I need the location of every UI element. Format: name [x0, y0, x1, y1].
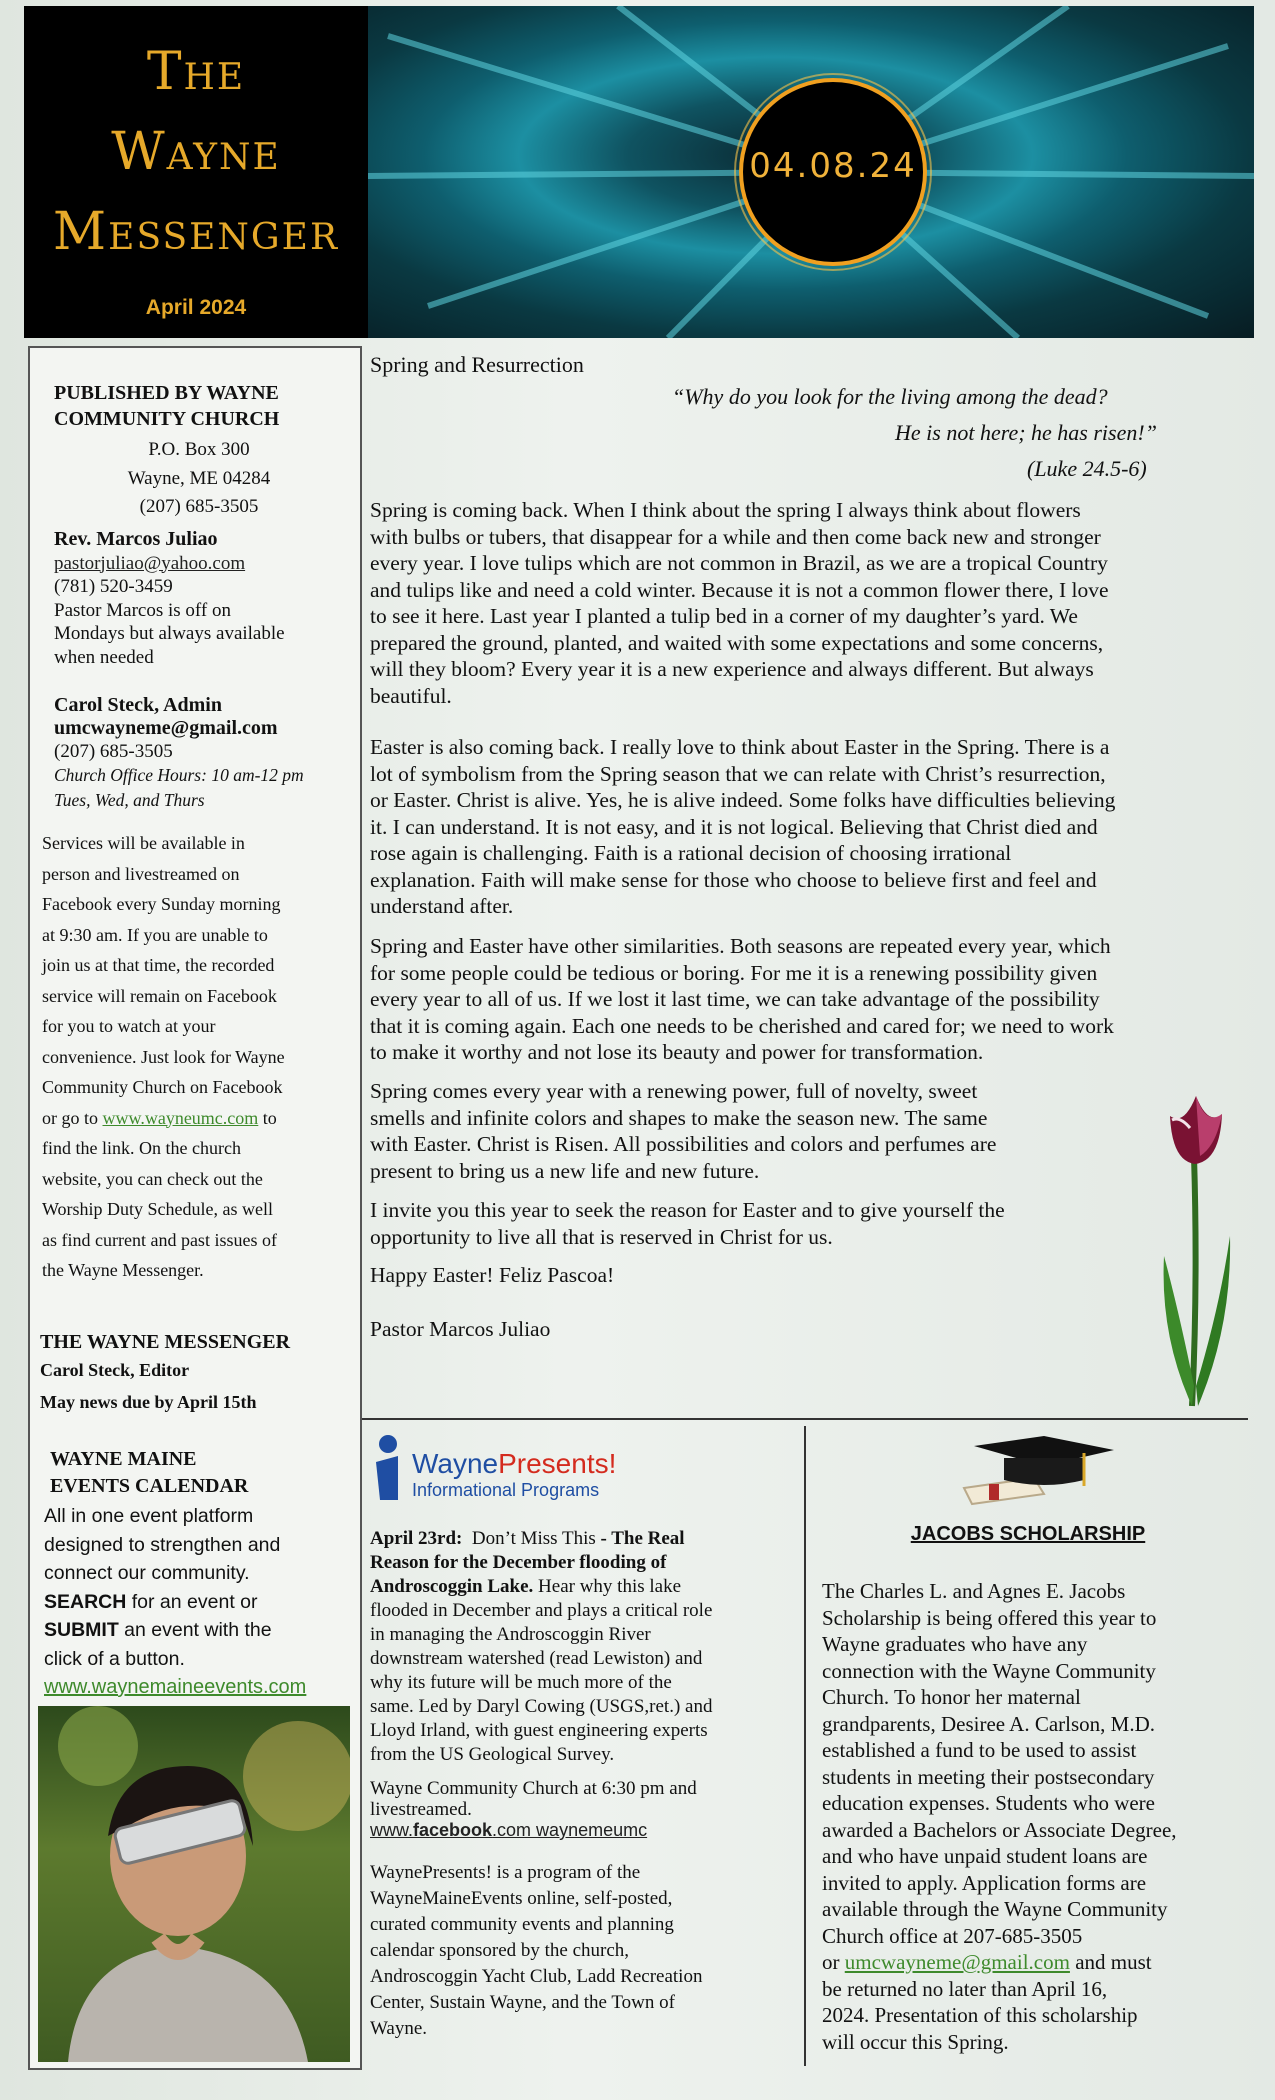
logo-wayne: Wayne [412, 1448, 499, 1479]
event-description [370, 1527, 788, 1767]
event-text: Lloyd Irland, with guest engineering experts [370, 1720, 708, 1741]
article-line: for some people could be tedious or boring. For me it is a renewing possibility given [370, 960, 1098, 985]
scholarship-line: The Charles L. and Agnes E. Jacobs [822, 1579, 1126, 1603]
event-text: flooded in December and plays a critical role [370, 1600, 713, 1621]
admin-phone: (207) 685-3505 [54, 741, 173, 762]
scholarship-line: Church office at 207-685-3505 [822, 1923, 1083, 1948]
logo-wordmark [412, 1448, 616, 1480]
article-line: will they bloom? Every year it is a new experience and always different. But always [370, 657, 1094, 681]
newsletter-title [24, 32, 368, 272]
child-eclipse-illustration [38, 1706, 350, 2062]
article-line: Easter is also coming back. I really love to think about Easter in the Spring. There is a [370, 735, 1110, 759]
event-title-part: Reason for the December flooding of [370, 1552, 667, 1573]
services-line: Services will be available in [42, 833, 245, 853]
article-line: lot of symbolism from the Spring season that we can relate with Christ’s resurrection, [370, 761, 1106, 786]
scholarship-body [822, 1578, 1247, 2055]
scholarship-line: Wayne graduates who have any [822, 1632, 1088, 1656]
pastor-phone: (781) 520-3459 [54, 576, 173, 597]
about-line: curated community events and planning [370, 1914, 674, 1935]
scholarship-line: connection with the Wayne Community [822, 1658, 1156, 1683]
office-hours: Church Office Hours: 10 am-12 pm [54, 765, 304, 785]
church-phone: (207) 685-3505 [139, 496, 259, 517]
services-text: to [262, 1107, 277, 1128]
scholarship-line: established a fund to be used to assist [822, 1738, 1137, 1762]
about-line: Center, Sustain Wayne, and the Town of [370, 1992, 675, 2013]
events-text [44, 1616, 360, 1645]
pastor-name: Rev. Marcos Juliao [54, 528, 218, 550]
scholarship-line: students in meeting their postsecondary [822, 1764, 1155, 1789]
scholarship-line: and who have unpaid student loans are [822, 1844, 1148, 1868]
facebook-link-part: www. [370, 1820, 414, 1840]
article-line: understand after. [370, 894, 514, 918]
scholarship-line: will occur this Spring. [822, 2029, 1009, 2054]
admin-email[interactable]: umcwayneme@gmail.com [54, 717, 278, 739]
services-line: join us at that time, the recorded [42, 955, 275, 975]
about-line: WayneMaineEvents online, self-posted, [370, 1888, 673, 1909]
article-line: prepared the ground, planted, and waited with some expectations and some concerns, [370, 630, 1104, 655]
services-line: the Wayne Messenger. [42, 1260, 204, 1280]
services-line: find the link. On the church [42, 1138, 241, 1158]
pastor-note: Mondays but always available [54, 623, 285, 644]
about-line: calendar sponsored by the church, [370, 1940, 630, 1961]
scholarship-heading: JACOBS SCHOLARSHIP [910, 1523, 1146, 1545]
scripture-quote-line: “Why do you look for the living among the dead? [672, 384, 1108, 409]
event-date: April 23rd: [370, 1528, 463, 1549]
event-text: same. Led by Daryl Cowing (USGS,ret.) and [370, 1696, 713, 1717]
services-info [42, 828, 360, 1286]
pastor-note: Pastor Marcos is off on [54, 599, 231, 621]
logo-presents: Presents! [498, 1448, 617, 1479]
scholarship-line: invited to apply. Application forms are [822, 1870, 1147, 1895]
article-line: with Easter. Christ is Risen. All possibilities and colors and perfumes are [370, 1132, 997, 1156]
events-text-part: for an event or [126, 1590, 258, 1613]
services-line: at 9:30 am. If you are unable to [42, 924, 268, 945]
publisher-line: COMMUNITY CHURCH [54, 408, 280, 430]
article-paragraph [370, 933, 1240, 1066]
facebook-link-part: facebook [413, 1820, 493, 1840]
scholarship-text: and must [1069, 1950, 1152, 1974]
graduation-cap-icon [934, 1428, 1114, 1518]
article-line: and tulips like and need a cold winter. Because it is not a common flower there, I love [370, 577, 1109, 602]
eclipse-banner [368, 6, 1254, 338]
scholarship-line: be returned no later than April 16, [822, 1976, 1108, 2001]
event-text: Don’t Miss This [471, 1528, 596, 1549]
location-line: Wayne Community Church at 6:30 pm and [370, 1778, 697, 1799]
scripture-quote-line: He is not here; he has risen!” [895, 420, 1157, 445]
services-line: Worship Duty Schedule, as well [42, 1199, 274, 1219]
scholarship-line: grandparents, Desiree A. Carlson, M.D. [822, 1711, 1156, 1736]
event-title-part: Androscoggin Lake. [370, 1576, 534, 1597]
article-line: with bulbs or tubers, that disappear for a while and then come back new and stronger [370, 524, 1101, 549]
title-line: Wayne [111, 122, 281, 182]
events-text [44, 1588, 360, 1617]
event-text: in managing the Androscoggin River [370, 1624, 651, 1645]
article-line: it. I can understand. It is not easy, and it is not logical. Believing that Christ died and [370, 814, 1098, 839]
eclipse-date: 04.08.24 [749, 146, 917, 186]
graduation-image [934, 1428, 1114, 1518]
messenger-heading: THE WAYNE MESSENGER [40, 1331, 291, 1353]
scholarship-line [822, 1949, 1247, 1976]
eclipse-glasses-photo [38, 1706, 350, 2062]
scholarship-line: Church. To honor her maternal [822, 1685, 1081, 1709]
events-text-part: an event with the [118, 1619, 272, 1641]
article-title: Spring and Resurrection [370, 352, 584, 377]
events-search-word: SEARCH [44, 1590, 127, 1613]
about-line: Androscoggin Yacht Club, Ladd Recreation [370, 1966, 703, 1987]
messenger-info [40, 1328, 360, 1416]
services-line: as find current and past issues of [42, 1229, 277, 1250]
news-deadline: May news due by April 15th [40, 1392, 257, 1412]
article-line: opportunity to live all that is reserved in Christ for us. [370, 1224, 833, 1249]
pastor-email-link[interactable]: pastorjuliao@yahoo.com [54, 552, 246, 574]
address-line: Wayne, ME 04284 [127, 467, 271, 489]
pastor-note: when needed [54, 646, 154, 668]
wayne-presents-logo [368, 1432, 668, 1502]
events-submit-word: SUBMIT [44, 1619, 119, 1641]
event-location [370, 1778, 788, 1841]
tulip-icon [1150, 1086, 1240, 1412]
article-line: smells and infinite colors and shapes to make the season new. The same [370, 1105, 988, 1130]
article-line: every year to all of us. If we lost it last time, we can take advantage of the possibility [370, 987, 1100, 1011]
scholarship-line: 2024. Presentation of this scholarship [822, 2003, 1138, 2027]
events-text: All in one event platform [44, 1505, 254, 1527]
scholarship-text: or [822, 1950, 845, 1974]
events-text: connect our community. [44, 1562, 250, 1584]
services-line: service will remain on Facebook [42, 985, 277, 1006]
masthead [24, 6, 368, 338]
services-line [42, 1103, 360, 1134]
publisher-heading [54, 380, 354, 432]
event-text: downstream watershed (read Lewiston) and [370, 1648, 703, 1669]
article-line: explanation. Faith will make sense for those who choose to believe first and feel and [370, 867, 1097, 892]
article-closing: Happy Easter! Feliz Pascoa! [370, 1263, 615, 1287]
facebook-link[interactable] [370, 1820, 788, 1841]
scholarship-line: available through the Wayne Community [822, 1897, 1168, 1921]
location-line: livestreamed. [370, 1799, 472, 1820]
scripture-reference: (Luke 24.5-6) [1027, 456, 1147, 481]
events-text: click of a button. [44, 1647, 185, 1670]
pastor-contact [54, 528, 354, 669]
office-hours: Tues, Wed, and Thurs [54, 790, 205, 810]
event-text: from the US Geological Survey. [370, 1744, 615, 1765]
article-line: rose again is challenging. Faith is a rational decision of choosing irrational [370, 841, 1012, 865]
scholarship-line: education expenses. Students who were [822, 1791, 1155, 1815]
info-i-icon [368, 1432, 408, 1502]
article-line: Spring is coming back. When I think about the spring I always think about flowers [370, 498, 1081, 522]
event-text: Hear why this lake [533, 1576, 682, 1597]
article-paragraph [370, 734, 1240, 920]
article-signature: Pastor Marcos Juliao [370, 1317, 551, 1341]
article-line: that it is coming again. Each one needs to be cherished and cared for; we need to work [370, 1013, 1114, 1038]
tulip-image [1150, 1086, 1240, 1412]
article-paragraph [370, 1078, 1130, 1184]
article-line: or Easter. Christ is alive. Yes, he is alive indeed. Some folks have difficulties believing [370, 788, 1116, 812]
services-line: Facebook every Sunday morning [42, 894, 281, 914]
services-line: website, you can check out the [42, 1168, 263, 1189]
events-calendar-promo [44, 1446, 360, 1702]
scholarship-email-link[interactable]: umcwayneme@gmail.com [844, 1950, 1070, 1974]
church-address [44, 436, 354, 522]
about-line: WaynePresents! is a program of the [370, 1862, 641, 1883]
events-text: designed to strengthen and [44, 1533, 281, 1556]
services-line: for you to watch at your [42, 1016, 216, 1036]
logo-subtitle: Informational Programs [412, 1480, 600, 1500]
admin-name: Carol Steck, Admin [54, 694, 222, 716]
editor-name: Carol Steck, Editor [40, 1360, 190, 1380]
article-paragraph [370, 497, 1240, 709]
article-line: to make it worthy and not lose its beauty and power for transformation. [370, 1040, 984, 1064]
scholarship-line: awarded a Bachelors or Associate Degree, [822, 1817, 1177, 1842]
article-line: I invite you this year to seek the reason for Easter and to give yourself the [370, 1198, 1005, 1222]
article-line: to see it here. Last year I planted a tulip bed in a corner of my daughter’s yard. We [370, 604, 1078, 628]
article-line: every year. I love tulips which are not common in Brazil, as we are a tropical Country [370, 551, 1108, 575]
issue-date: April 2024 [145, 296, 247, 319]
wayne-presents-about [370, 1860, 788, 2042]
title-line: The [146, 42, 246, 102]
services-line: Community Church on Facebook [42, 1077, 283, 1097]
church-website-link[interactable]: www.wayneumc.com [102, 1107, 259, 1128]
article-line: Spring comes every year with a renewing power, full of novelty, sweet [370, 1079, 978, 1103]
events-heading: WAYNE MAINE [50, 1448, 197, 1470]
publisher-line: PUBLISHED BY WAYNE [54, 382, 279, 404]
services-line: person and livestreamed on [42, 863, 240, 884]
events-heading: EVENTS CALENDAR [50, 1475, 249, 1497]
article-line: beautiful. [370, 683, 452, 708]
scholarship-line: Scholarship is being offered this year to [822, 1605, 1157, 1630]
event-text: why its future will be much more of the [370, 1672, 672, 1693]
event-title-part: - The Real [595, 1528, 685, 1549]
admin-contact [54, 694, 354, 813]
address-line: P.O. Box 300 [148, 439, 250, 460]
article-line: present to bring us a new life and new future. [370, 1158, 760, 1183]
article-paragraph [370, 1197, 1130, 1250]
events-website-link[interactable]: www.waynemaineevents.com [44, 1676, 307, 1698]
services-line: convenience. Just look for Wayne [42, 1046, 285, 1067]
about-line: Wayne. [370, 2018, 428, 2039]
services-text: or go to [42, 1107, 98, 1128]
title-line: Messenger [52, 202, 340, 262]
facebook-link-part: .com waynemeumc [492, 1820, 648, 1840]
article-line: Spring and Easter have other similarities. Both seasons are repeated every year, which [370, 934, 1111, 958]
